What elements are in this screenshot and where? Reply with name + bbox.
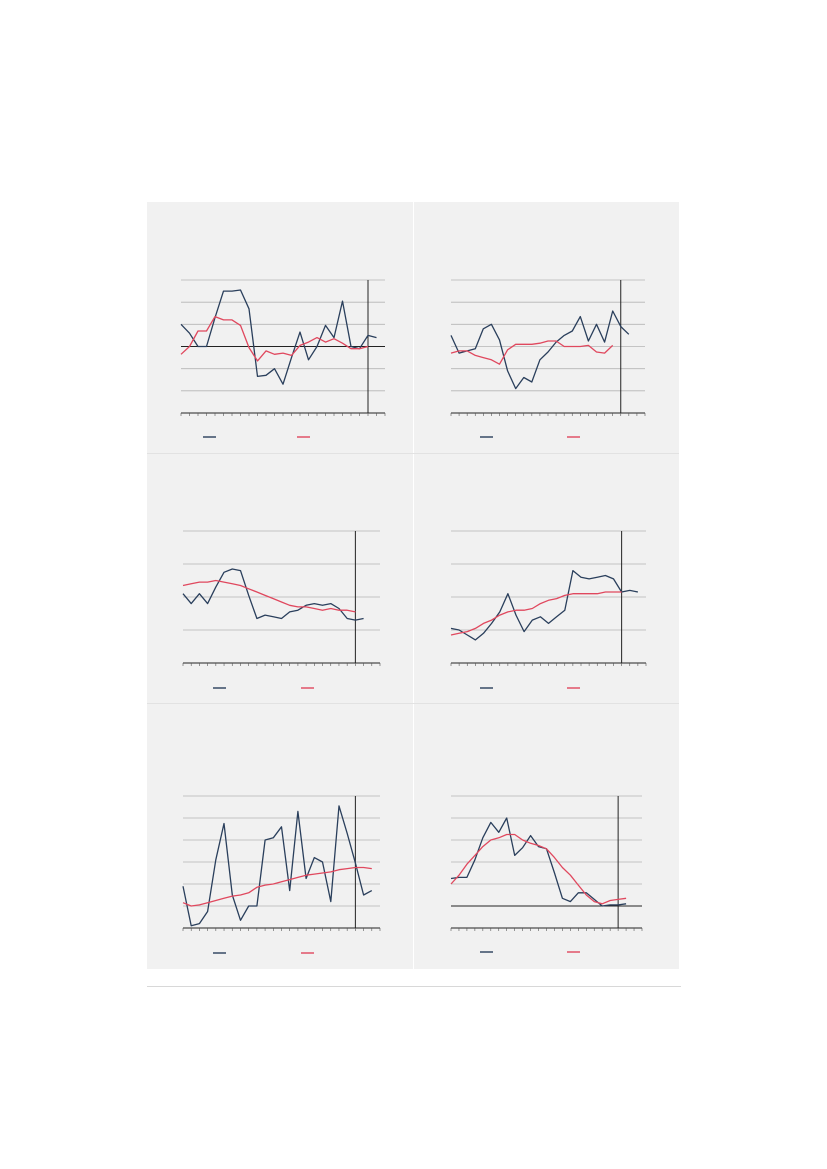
series-a-line — [183, 569, 364, 620]
series-a-line — [451, 571, 638, 640]
series-a-line — [183, 806, 372, 926]
series-b-line — [451, 835, 626, 904]
series-a-line — [451, 311, 629, 389]
series-b-line — [451, 592, 622, 635]
series-a-line — [181, 290, 377, 384]
series-b-line — [183, 581, 355, 612]
series-b-line — [451, 341, 613, 364]
